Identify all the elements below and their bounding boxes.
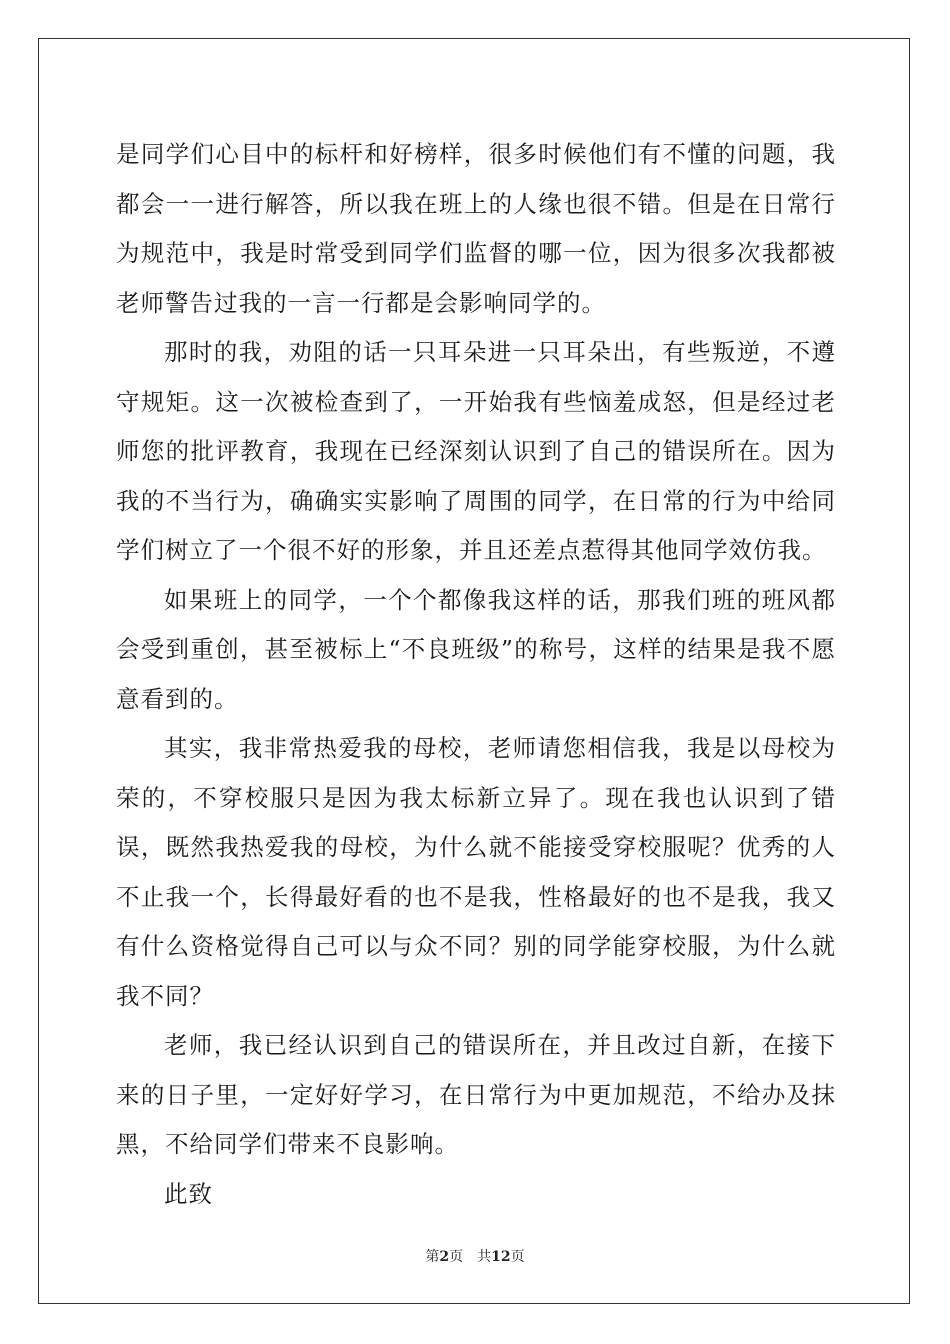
page-label-suffix: 页	[449, 1249, 464, 1265]
closing-salutation: 此致	[164, 1179, 213, 1208]
paragraph-5: 老师，我已经认识到自己的错误所在，并且改过自新，在接下来的日子里，一定好好学习，在日常行为中更加规范，不给办及抹黑，不给同学们带来不良影响。	[116, 1031, 836, 1158]
paragraph-4: 其实，我非常热爱我的母校，老师请您相信我，我是以母校为荣的，不穿校服只是因为我太标新立异了。现在我也认识到了错误，既然我热爱我的母校，为什么就不能接受穿校服呢？优秀的人不止我一个，长得最好看的也不是我，性格最好的也不是我，我又有什么资格觉得自己可以与众不同？别的同学能穿校服，为什么就我不同？	[116, 734, 836, 1010]
paragraph-2: 那时的我，劝阻的话一只耳朵进一只耳朵出，有些叛逆，不遵守规矩。这一次被检查到了，一开始我有些恼羞成怒，但是经过老师您的批评教育，我现在已经深刻认识到了自己的错误所在。因为我的不当行为，确确实实影响了周围的同学，在日常的行为中给同学们树立了一个很不好的形象，并且还差点惹得其他同学效仿我。	[116, 338, 836, 564]
page-footer	[0, 1246, 950, 1266]
document-body	[116, 130, 836, 1219]
paragraph-3: 如果班上的同学，一个个都像我这样的话，那我们班的班风都会受到重创，甚至被标上“不良班级”的称号，这样的结果是我不愿意看到的。	[116, 585, 836, 713]
paragraph-1: 是同学们心目中的标杆和好榜样，很多时候他们有不懂的问题，我都会一一进行解答，所以我在班上的人缘也很不错。但是在日常行为规范中，我是时常受到同学们监督的哪一位，因为很多次我都被老师警告过我的一言一行都是会影响同学的。	[116, 140, 836, 317]
total-pages: 12	[491, 1249, 511, 1265]
total-label-prefix: 共	[477, 1249, 492, 1265]
page-label-prefix: 第	[425, 1249, 440, 1265]
total-label-suffix: 页	[510, 1249, 525, 1265]
page-number: 2	[439, 1249, 450, 1265]
